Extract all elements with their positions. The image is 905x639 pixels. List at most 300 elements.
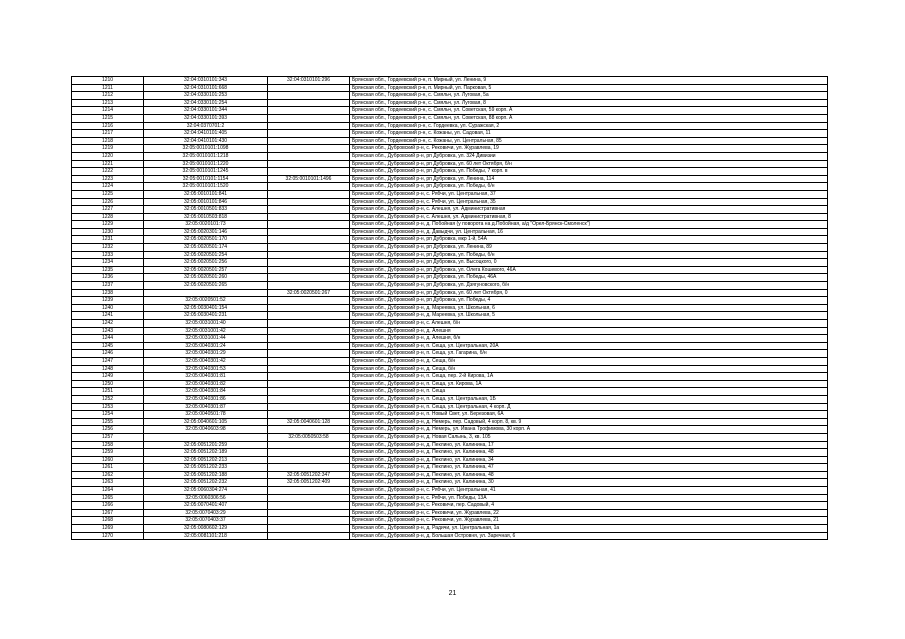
row-number-cell: 1262 <box>72 471 144 479</box>
previous-number-cell <box>268 266 350 274</box>
cadastral-number-cell: 32:04:0330101:253 <box>144 92 268 100</box>
cadastral-number-cell: 32:05:0040301:84 <box>144 388 268 396</box>
address-cell: Брянская обл., Дубровский р-н, д. Большая Островня, ул. Заречная, 6 <box>350 532 828 540</box>
previous-number-cell <box>268 206 350 214</box>
cadastral-number-cell: 32:04:0370701:2 <box>144 122 268 130</box>
table-row <box>72 487 828 495</box>
table-row <box>72 77 828 85</box>
previous-number-cell <box>268 426 350 434</box>
address-cell: Брянская обл., Дубровский р-н, рп Дубровка, мкр 1-й, 54А <box>350 236 828 244</box>
table-row <box>72 183 828 191</box>
previous-number-cell: 32:05:0050503:58 <box>268 433 350 441</box>
cadastral-number-cell: 32:05:0010503:818 <box>144 213 268 221</box>
address-cell: Брянская обл., Гордеевский р-н, п. Мирный, ул. Ленина, 9 <box>350 77 828 85</box>
row-number-cell: 1263 <box>72 479 144 487</box>
previous-number-cell <box>268 114 350 122</box>
table-row <box>72 327 828 335</box>
cadastral-number-cell: 32:05:0051202:232 <box>144 479 268 487</box>
address-cell: Брянская обл., Дубровский р-н, п. Сеща, ул. Кирова, 1А <box>350 380 828 388</box>
previous-number-cell <box>268 487 350 495</box>
table-row <box>72 130 828 138</box>
address-cell: Брянская обл., Гордеевский р-н, с. Гордеевка, ул. Суражская, 2 <box>350 122 828 130</box>
previous-number-cell <box>268 502 350 510</box>
address-cell: Брянская обл., Дубровский р-н, рп Дубровка, ул. Олега Кошевого, 46А <box>350 266 828 274</box>
cadastral-number-cell: 32:05:0040301:29 <box>144 350 268 358</box>
address-cell: Брянская обл., Дубровский р-н, с. Рябчи, ул. Центральная, 41 <box>350 487 828 495</box>
address-cell: Брянская обл., Дубровский р-н, д. Алешня, б/н <box>350 335 828 343</box>
cadastral-number-cell: 32:04:0410101:430 <box>144 137 268 145</box>
address-cell: Брянская обл., Дубровский р-н, д. Немерь, ул. Ивана Трофимова, 30 корп. А <box>350 426 828 434</box>
cadastral-number-cell: 32:05:0010101:1220 <box>144 160 268 168</box>
cadastral-number-cell: 32:05:0031001:42 <box>144 327 268 335</box>
address-cell: Брянская обл., Дубровский р-н, д. Пеклино, ул. Калинина, 30 <box>350 479 828 487</box>
cadastral-number-cell <box>144 433 268 441</box>
table-row <box>72 433 828 441</box>
address-cell: Брянская обл., Дубровский р-н, п. Сеща <box>350 388 828 396</box>
table-row <box>72 509 828 517</box>
table-row <box>72 228 828 236</box>
row-number-cell: 1214 <box>72 107 144 115</box>
table-body <box>72 77 828 540</box>
row-number-cell: 1229 <box>72 221 144 229</box>
row-number-cell: 1268 <box>72 517 144 525</box>
row-number-cell: 1222 <box>72 168 144 176</box>
previous-number-cell <box>268 213 350 221</box>
previous-number-cell <box>268 525 350 533</box>
row-number-cell: 1270 <box>72 532 144 540</box>
row-number-cell: 1249 <box>72 373 144 381</box>
table-row <box>72 259 828 267</box>
address-cell: Брянская обл., Дубровский р-н, рп Дубровка, ул. 60 лет Октября, б/н <box>350 160 828 168</box>
previous-number-cell: 32:04:0310101:296 <box>268 77 350 85</box>
address-cell: Брянская обл., Дубровский р-н, рп Дубровка, ул. Победы, 4 <box>350 297 828 305</box>
table-row <box>72 92 828 100</box>
previous-number-cell <box>268 373 350 381</box>
row-number-cell: 1213 <box>72 99 144 107</box>
cadastral-number-cell: 32:05:0010101:1520 <box>144 183 268 191</box>
previous-number-cell <box>268 456 350 464</box>
previous-number-cell <box>268 532 350 540</box>
previous-number-cell <box>268 403 350 411</box>
cadastral-number-cell: 32:05:0040301:87 <box>144 403 268 411</box>
row-number-cell: 1217 <box>72 130 144 138</box>
table-row <box>72 99 828 107</box>
row-number-cell: 1267 <box>72 509 144 517</box>
row-number-cell: 1223 <box>72 175 144 183</box>
table-row <box>72 403 828 411</box>
row-number-cell: 1225 <box>72 190 144 198</box>
previous-number-cell <box>268 365 350 373</box>
table-row <box>72 395 828 403</box>
row-number-cell: 1218 <box>72 137 144 145</box>
previous-number-cell <box>268 517 350 525</box>
cadastral-number-cell: 32:05:0070403:37 <box>144 517 268 525</box>
row-number-cell: 1226 <box>72 198 144 206</box>
address-cell: Брянская обл., Дубровский р-н, д. Сеща, б/н <box>350 365 828 373</box>
address-cell: Брянская обл., Дубровский р-н, п. Сеща, ул. Центральная, 20А <box>350 342 828 350</box>
table-row <box>72 122 828 130</box>
row-number-cell: 1220 <box>72 152 144 160</box>
previous-number-cell <box>268 107 350 115</box>
row-number-cell: 1243 <box>72 327 144 335</box>
table-row <box>72 236 828 244</box>
previous-number-cell: 32:05:0040601:128 <box>268 418 350 426</box>
address-cell: Брянская обл., Дубровский р-н, п. Сеща, пер. 2-й Кирова, 1А <box>350 373 828 381</box>
previous-number-cell <box>268 221 350 229</box>
table-row <box>72 312 828 320</box>
cadastral-number-cell: 32:05:0060306:56 <box>144 494 268 502</box>
address-cell: Брянская обл., Дубровский р-н, д. Алешня <box>350 327 828 335</box>
table-row <box>72 282 828 290</box>
previous-number-cell <box>268 335 350 343</box>
cadastral-number-cell: 32:05:0010501:833 <box>144 206 268 214</box>
cadastral-number-cell: 32:05:0070401:407 <box>144 502 268 510</box>
table-row <box>72 418 828 426</box>
previous-number-cell <box>268 244 350 252</box>
cadastral-number-cell: 32:05:0040301:81 <box>144 373 268 381</box>
row-number-cell: 1253 <box>72 403 144 411</box>
previous-number-cell <box>268 411 350 419</box>
table-row <box>72 494 828 502</box>
address-cell: Брянская обл., Дубровский р-н, д. Новая Салынь, 3, кв. 105 <box>350 433 828 441</box>
row-number-cell: 1234 <box>72 259 144 267</box>
address-cell: Брянская обл., Гордеевский р-н, с. Смяльч, ул. Луговая, 5а <box>350 92 828 100</box>
table-row <box>72 244 828 252</box>
table-row <box>72 380 828 388</box>
table-row <box>72 137 828 145</box>
previous-number-cell <box>268 282 350 290</box>
row-number-cell: 1242 <box>72 320 144 328</box>
cadastral-number-cell: 32:05:0030401:231 <box>144 312 268 320</box>
row-number-cell: 1211 <box>72 84 144 92</box>
table-row <box>72 297 828 305</box>
previous-number-cell <box>268 92 350 100</box>
table-row <box>72 84 828 92</box>
cadastral-number-cell: 32:05:0010101:846 <box>144 198 268 206</box>
table-row <box>72 335 828 343</box>
cadastral-number-cell: 32:05:0040301:42 <box>144 357 268 365</box>
table-row <box>72 426 828 434</box>
table-row <box>72 502 828 510</box>
row-number-cell: 1235 <box>72 266 144 274</box>
cadastral-number-cell: 32:05:0040603:98 <box>144 426 268 434</box>
row-number-cell: 1244 <box>72 335 144 343</box>
row-number-cell: 1239 <box>72 297 144 305</box>
cadastral-number-cell: 32:04:0310101:343 <box>144 77 268 85</box>
row-number-cell: 1252 <box>72 395 144 403</box>
address-cell: Брянская обл., Дубровский р-н, д. Побойная (у поворота на д.Побойная, а/д "Орел-Брянск-Смоленск") <box>350 221 828 229</box>
address-cell: Брянская обл., Дубровский р-н, д. Пеклино, ул. Калинина, 17 <box>350 441 828 449</box>
row-number-cell: 1210 <box>72 77 144 85</box>
previous-number-cell: 32:05:0051202:347 <box>268 471 350 479</box>
previous-number-cell <box>268 320 350 328</box>
address-cell: Брянская обл., Дубровский р-н, рп Дубровка, ул. 324 Дивизии <box>350 152 828 160</box>
previous-number-cell: 32:05:0020501:267 <box>268 289 350 297</box>
row-number-cell: 1219 <box>72 145 144 153</box>
row-number-cell: 1247 <box>72 357 144 365</box>
address-cell: Брянская обл., Дубровский р-н, с. Рябчи, ул. Центральная, 35 <box>350 198 828 206</box>
previous-number-cell <box>268 168 350 176</box>
cadastral-number-cell: 32:05:0060304:274 <box>144 487 268 495</box>
cadastral-number-cell: 32:05:0020501:174 <box>144 244 268 252</box>
address-cell: Брянская обл., Гордеевский р-н, с. Смяльч, ул. Советская, 88 корп. А <box>350 114 828 122</box>
row-number-cell: 1237 <box>72 282 144 290</box>
cadastral-number-cell: 32:05:0040301:53 <box>144 365 268 373</box>
cadastral-number-cell: 32:05:0051202:213 <box>144 456 268 464</box>
cadastral-number-cell: 32:05:0040301:86 <box>144 395 268 403</box>
table-row <box>72 388 828 396</box>
row-number-cell: 1248 <box>72 365 144 373</box>
table-row <box>72 441 828 449</box>
table-row <box>72 221 828 229</box>
row-number-cell: 1269 <box>72 525 144 533</box>
table-row <box>72 206 828 214</box>
cadastral-number-cell: 32:05:0030401:154 <box>144 304 268 312</box>
cadastral-number-cell: 32:05:0040601:105 <box>144 418 268 426</box>
previous-number-cell <box>268 357 350 365</box>
row-number-cell: 1246 <box>72 350 144 358</box>
table-row <box>72 251 828 259</box>
table-row <box>72 198 828 206</box>
previous-number-cell: 32:05:0010101:1496 <box>268 175 350 183</box>
address-cell: Брянская обл., Дубровский р-н, с. Алешня, ул. Административная, 8 <box>350 213 828 221</box>
row-number-cell: 1216 <box>72 122 144 130</box>
cadastral-number-cell: 32:05:0040301:24 <box>144 342 268 350</box>
address-cell: Брянская обл., Дубровский р-н, д. Мареевка, ул. Школьная, 5 <box>350 312 828 320</box>
previous-number-cell <box>268 251 350 259</box>
previous-number-cell <box>268 190 350 198</box>
previous-number-cell <box>268 198 350 206</box>
cadastral-number-cell: 32:05:0040501:78 <box>144 411 268 419</box>
cadastral-number-cell: 32:05:0080602:129 <box>144 525 268 533</box>
table-row <box>72 525 828 533</box>
cadastral-number-cell: 32:05:0051202:188 <box>144 471 268 479</box>
row-number-cell: 1261 <box>72 464 144 472</box>
previous-number-cell <box>268 130 350 138</box>
cadastral-number-cell: 32:05:0051201:259 <box>144 441 268 449</box>
previous-number-cell <box>268 137 350 145</box>
cadastral-number-cell: 32:05:0020501:170 <box>144 236 268 244</box>
previous-number-cell <box>268 342 350 350</box>
address-cell: Брянская обл., Дубровский р-н, д. Пеклино, ул. Калинина, 47 <box>350 464 828 472</box>
cadastral-number-cell: 32:05:0010101:1098 <box>144 145 268 153</box>
table-row <box>72 304 828 312</box>
previous-number-cell <box>268 99 350 107</box>
address-cell: Брянская обл., Дубровский р-н, рп Дубровка, ул. Ленина, 114 <box>350 175 828 183</box>
cadastral-number-cell: 32:05:0081101:218 <box>144 532 268 540</box>
table-row <box>72 365 828 373</box>
table-row <box>72 532 828 540</box>
table-row <box>72 274 828 282</box>
row-number-cell: 1266 <box>72 502 144 510</box>
table-row <box>72 114 828 122</box>
address-cell: Брянская обл., Дубровский р-н, п. Сеща, ул. Центральная, 1Б <box>350 395 828 403</box>
table-row <box>72 145 828 153</box>
row-number-cell: 1228 <box>72 213 144 221</box>
previous-number-cell <box>268 494 350 502</box>
table-row <box>72 190 828 198</box>
row-number-cell: 1251 <box>72 388 144 396</box>
cadastral-number-cell: 32:05:0020501:265 <box>144 282 268 290</box>
previous-number-cell <box>268 464 350 472</box>
address-cell: Брянская обл., Дубровский р-н, д. Пеклино, ул. Калинина, 34 <box>350 456 828 464</box>
previous-number-cell: 32:05:0051202:409 <box>268 479 350 487</box>
table-row <box>72 517 828 525</box>
row-number-cell: 1256 <box>72 426 144 434</box>
row-number-cell: 1231 <box>72 236 144 244</box>
address-cell: Брянская обл., Дубровский р-н, рп Дубровка, ул. Дзягуновского, б/н <box>350 282 828 290</box>
table-row <box>72 107 828 115</box>
address-cell: Брянская обл., Дубровский р-н, рп Дубровка, ул. 60 лет Октября, 0 <box>350 289 828 297</box>
previous-number-cell <box>268 395 350 403</box>
cadastral-number-cell: 32:05:0010101:1245 <box>144 168 268 176</box>
table-row <box>72 320 828 328</box>
table-row <box>72 373 828 381</box>
row-number-cell: 1254 <box>72 411 144 419</box>
cadastral-number-cell: 32:05:0020501:52 <box>144 297 268 305</box>
table-row <box>72 168 828 176</box>
cadastral-number-cell: 32:04:0410101:405 <box>144 130 268 138</box>
cadastral-number-cell: 32:05:0020101:73 <box>144 221 268 229</box>
table-row <box>72 449 828 457</box>
cadastral-number-cell: 32:05:0070403:29 <box>144 509 268 517</box>
previous-number-cell <box>268 122 350 130</box>
cadastral-number-cell: 32:05:0031001:40 <box>144 320 268 328</box>
address-cell: Брянская обл., Дубровский р-н, с. Рябчи, ул. Победы, 13А <box>350 494 828 502</box>
address-cell: Брянская обл., Дубровский р-н, д. Радичи, ул. Центральная, 1а <box>350 525 828 533</box>
address-cell: Брянская обл., Дубровский р-н, д. Пеклино, ул. Калинина, 48 <box>350 449 828 457</box>
row-number-cell: 1255 <box>72 418 144 426</box>
table-row <box>72 357 828 365</box>
row-number-cell: 1260 <box>72 456 144 464</box>
previous-number-cell <box>268 380 350 388</box>
previous-number-cell <box>268 160 350 168</box>
cadastral-number-cell: 32:05:0010101:841 <box>144 190 268 198</box>
row-number-cell: 1238 <box>72 289 144 297</box>
address-cell: Брянская обл., Дубровский р-н, с. Рековичи, ул. Журавлева, 21 <box>350 517 828 525</box>
row-number-cell: 1250 <box>72 380 144 388</box>
address-cell: Брянская обл., Дубровский р-н, рп Дубровка, ул. Победы, б/н <box>350 183 828 191</box>
table-row <box>72 160 828 168</box>
previous-number-cell <box>268 152 350 160</box>
cadastral-number-cell: 32:05:0040301:82 <box>144 380 268 388</box>
address-cell: Брянская обл., Дубровский р-н, рп Дубровка, ул. Высоцкого, 0 <box>350 259 828 267</box>
row-number-cell: 1224 <box>72 183 144 191</box>
address-cell: Брянская обл., Дубровский р-н, рп Дубровка, ул. Победы, б/н <box>350 251 828 259</box>
table-row <box>72 175 828 183</box>
address-cell: Брянская обл., Дубровский р-н, с. Рековичи, ул. Журавлева, 19 <box>350 145 828 153</box>
table-row <box>72 213 828 221</box>
address-cell: Брянская обл., Гордеевский р-н, с. Кожаны, ул. Садовая, 11 <box>350 130 828 138</box>
table-row <box>72 350 828 358</box>
table-row <box>72 289 828 297</box>
previous-number-cell <box>268 259 350 267</box>
cadastral-number-cell: 32:05:0020501:256 <box>144 259 268 267</box>
address-cell: Брянская обл., Дубровский р-н, д. Немерь, пер. Садовый, 4 корп. 8, кв. 9 <box>350 418 828 426</box>
previous-number-cell <box>268 274 350 282</box>
table-row <box>72 471 828 479</box>
row-number-cell: 1259 <box>72 449 144 457</box>
address-cell: Брянская обл., Гордеевский р-н, п. Мирный, ул. Парковая, 5 <box>350 84 828 92</box>
row-number-cell: 1236 <box>72 274 144 282</box>
previous-number-cell <box>268 145 350 153</box>
address-cell: Брянская обл., Дубровский р-н, с. Алешня, ул. Административная <box>350 206 828 214</box>
cadastral-number-cell: 32:05:0020501:257 <box>144 266 268 274</box>
row-number-cell: 1212 <box>72 92 144 100</box>
previous-number-cell <box>268 449 350 457</box>
address-cell: Брянская обл., Дубровский р-н, с. Рябчи, ул. Центральная, 37 <box>350 190 828 198</box>
page-number: 21 <box>448 590 457 597</box>
row-number-cell: 1257 <box>72 433 144 441</box>
address-cell: Брянская обл., Дубровский р-н, д. Мареевка, ул. Школьная, 6 <box>350 304 828 312</box>
address-cell: Брянская обл., Дубровский р-н, п. Сеща, ул. Центральная, 4 корп. Д <box>350 403 828 411</box>
previous-number-cell <box>268 297 350 305</box>
cadastral-number-cell <box>144 289 268 297</box>
row-number-cell: 1240 <box>72 304 144 312</box>
cadastral-number-cell: 32:05:0020501:254 <box>144 251 268 259</box>
address-cell: Брянская обл., Дубровский р-н, с. Рековичи, ул. Журавлева, 22 <box>350 509 828 517</box>
cadastral-number-cell: 32:05:0010101:1154 <box>144 175 268 183</box>
address-cell: Брянская обл., Гордеевский р-н, с. Смяльч, ул. Советская, 59 корп. А <box>350 107 828 115</box>
row-number-cell: 1221 <box>72 160 144 168</box>
previous-number-cell <box>268 236 350 244</box>
table-row <box>72 411 828 419</box>
address-cell: Брянская обл., Дубровский р-н, рп Дубровка, ул. Победы, 7 корп. в <box>350 168 828 176</box>
previous-number-cell <box>268 327 350 335</box>
cadastral-number-cell: 32:04:0330101:393 <box>144 114 268 122</box>
address-cell: Брянская обл., Гордеевский р-н, с. Кожаны, ул. Центральная, 85 <box>350 137 828 145</box>
address-cell: Брянская обл., Дубровский р-н, с. Алешня, б/н <box>350 320 828 328</box>
previous-number-cell <box>268 228 350 236</box>
previous-number-cell <box>268 183 350 191</box>
table-row <box>72 479 828 487</box>
address-cell: Брянская обл., Дубровский р-н, д. Пеклино, ул. Калинина, 48 <box>350 471 828 479</box>
previous-number-cell <box>268 441 350 449</box>
cadastral-number-cell: 32:04:0330101:344 <box>144 107 268 115</box>
address-cell: Брянская обл., Гордеевский р-н, с. Смяльч, ул. Луговая, 8 <box>350 99 828 107</box>
previous-number-cell <box>268 388 350 396</box>
cadastral-number-cell: 32:05:0031001:44 <box>144 335 268 343</box>
row-number-cell: 1245 <box>72 342 144 350</box>
previous-number-cell <box>268 509 350 517</box>
address-cell: Брянская обл., Дубровский р-н, д. Сеща, б/н <box>350 357 828 365</box>
table-row <box>72 464 828 472</box>
table-row <box>72 152 828 160</box>
cadastral-number-cell: 32:05:0020501:260 <box>144 274 268 282</box>
address-cell: Брянская обл., Дубровский р-н, п. Новый Свет, ул. Березовая, 6А <box>350 411 828 419</box>
address-cell: Брянская обл., Дубровский р-н, рп Дубровка, ул. Победы, 46А <box>350 274 828 282</box>
previous-number-cell <box>268 84 350 92</box>
row-number-cell: 1241 <box>72 312 144 320</box>
row-number-cell: 1233 <box>72 251 144 259</box>
row-number-cell: 1215 <box>72 114 144 122</box>
address-cell: Брянская обл., Дубровский р-н, д. Давыдчи, ул. Центральная, 16 <box>350 228 828 236</box>
previous-number-cell <box>268 350 350 358</box>
row-number-cell: 1232 <box>72 244 144 252</box>
cadastral-number-cell: 32:04:0310101:668 <box>144 84 268 92</box>
table-row <box>72 266 828 274</box>
row-number-cell: 1227 <box>72 206 144 214</box>
address-cell: Брянская обл., Дубровский р-н, рп Дубровка, ул. Ленина, 89 <box>350 244 828 252</box>
land-plots-table <box>71 76 828 540</box>
table-row <box>72 342 828 350</box>
cadastral-number-cell: 32:05:0051202:233 <box>144 464 268 472</box>
cadastral-number-cell: 32:05:0051202:189 <box>144 449 268 457</box>
address-cell: Брянская обл., Дубровский р-н, с. Рековичи, пер. Садовый, 4 <box>350 502 828 510</box>
row-number-cell: 1258 <box>72 441 144 449</box>
row-number-cell: 1264 <box>72 487 144 495</box>
cadastral-number-cell: 32:05:0010101:1218 <box>144 152 268 160</box>
